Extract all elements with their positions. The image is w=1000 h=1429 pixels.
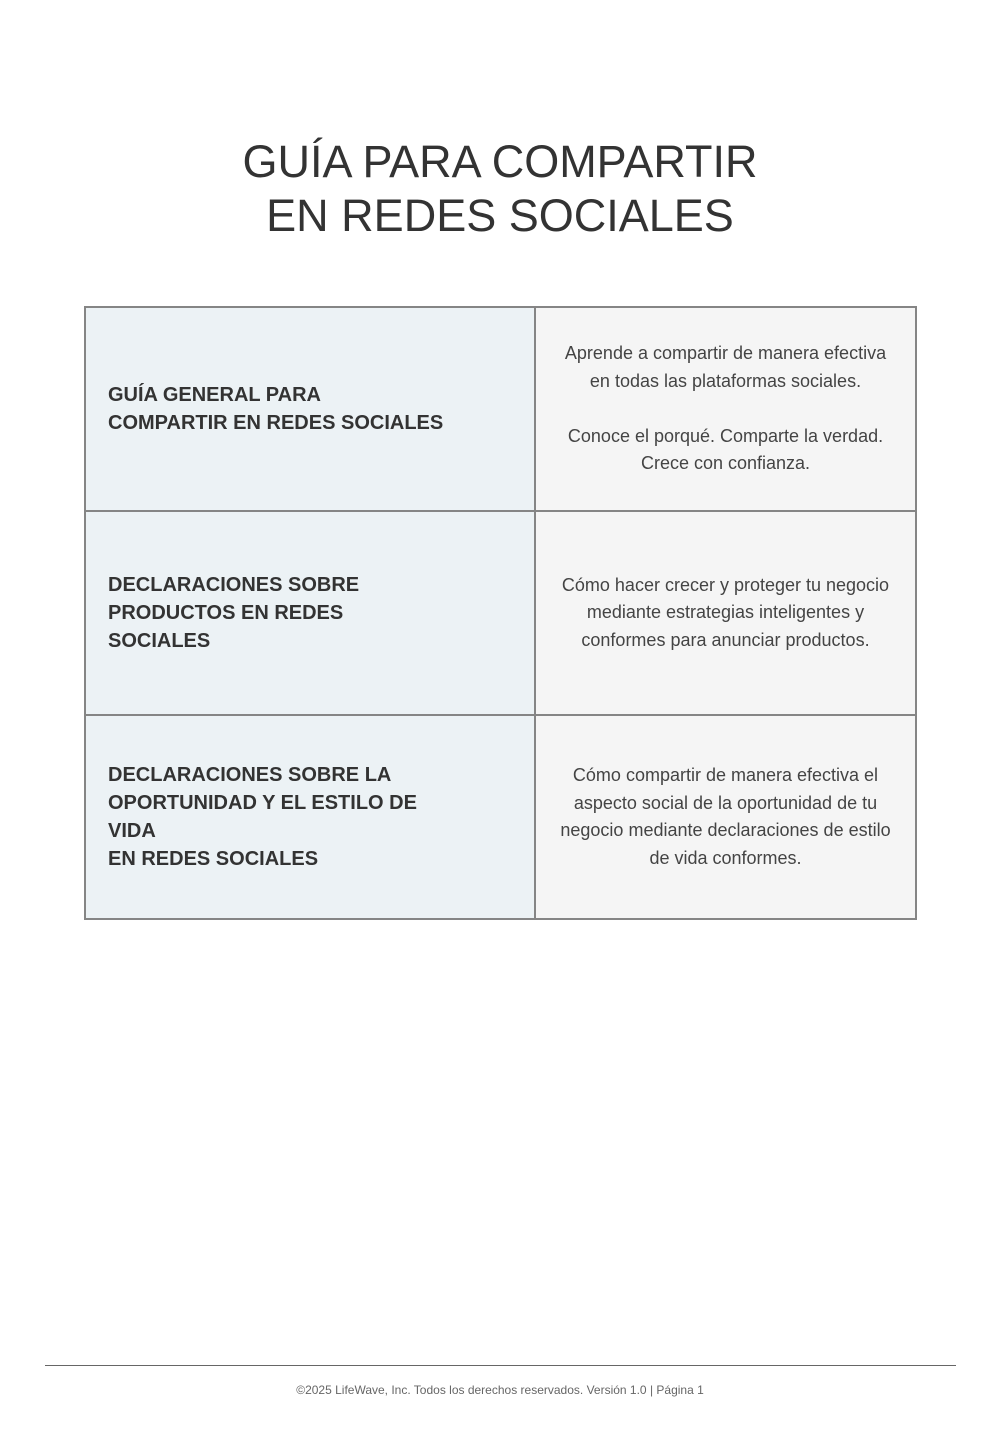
- description-line: Aprende a compartir de manera efectiva: [564, 343, 887, 364]
- table-row: [85, 511, 916, 715]
- section-label-line: SOCIALES: [108, 630, 211, 652]
- paragraph-gap: [550, 395, 901, 423]
- description-line: en todas las plataformas sociales.: [589, 370, 862, 391]
- footer-copyright: ©2025 LifeWave, Inc. Todos los derechos reservados. Versión 1.0 | Página 1: [296, 1383, 704, 1397]
- page-title: [0, 135, 1000, 243]
- section-label-line: DECLARACIONES SOBRE LA: [108, 764, 392, 786]
- description-line: Crece con confianza.: [640, 453, 811, 474]
- section-description-products: [535, 511, 916, 715]
- description-line: Cómo hacer crecer y proteger tu negocio: [561, 574, 890, 595]
- section-label-line: DECLARACIONES SOBRE: [108, 574, 360, 596]
- section-label-products: [85, 511, 535, 715]
- section-label-general: [85, 307, 535, 511]
- section-label-line: COMPARTIR EN REDES SOCIALES: [108, 412, 444, 434]
- description-line: Cómo compartir de manera efectiva el: [572, 765, 879, 785]
- section-label-line: EN REDES SOCIALES: [108, 848, 319, 870]
- section-label-line: VIDA: [108, 820, 156, 842]
- description-line: aspecto social de la oportunidad de tu: [573, 792, 878, 813]
- description-line: de vida conformes.: [649, 847, 802, 868]
- section-label-line: GUÍA GENERAL PARA: [108, 384, 321, 406]
- table-row: [85, 715, 916, 919]
- section-label-opportunity: [85, 715, 535, 919]
- page-title-line-2: EN REDES SOCIALES: [266, 190, 734, 241]
- description-line: negocio mediante declaraciones de estilo: [560, 820, 891, 840]
- table-row: [85, 307, 916, 511]
- section-description-general: [535, 307, 916, 511]
- footer-divider: [45, 1365, 956, 1366]
- page-title-line-1: GUÍA PARA COMPARTIR: [242, 136, 758, 187]
- section-label-line: PRODUCTOS EN REDES: [108, 602, 344, 624]
- description-line: conformes para anunciar productos.: [581, 629, 870, 650]
- description-line: Conoce el porqué. Comparte la verdad.: [567, 425, 884, 446]
- guide-table: [84, 306, 917, 920]
- section-description-opportunity: [535, 715, 916, 919]
- section-label-line: OPORTUNIDAD Y EL ESTILO DE: [108, 792, 417, 814]
- description-line: mediante estrategias inteligentes y: [586, 602, 865, 623]
